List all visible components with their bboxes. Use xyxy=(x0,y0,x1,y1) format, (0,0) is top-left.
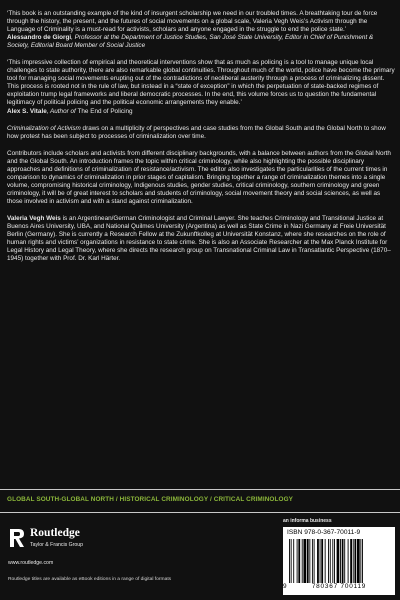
barcode-number: 780367 700119 xyxy=(311,583,367,590)
divider-top xyxy=(0,489,400,490)
routledge-logo-icon xyxy=(8,527,26,549)
editor-name: Valeria Vegh Weis xyxy=(7,214,61,222)
blurb-2-author: Alex S. Vitale xyxy=(7,107,47,115)
blurb-2-book-title: The End of Policing xyxy=(77,107,133,115)
publisher-name: Routledge xyxy=(30,527,80,539)
description-text: draws on a multiplicity of perspectives and case studies from the Global South and the Global North to show how protest has been subject to processes of criminalization over time. xyxy=(7,124,386,140)
blurb-2 xyxy=(7,59,395,115)
blurb-1-author: Alessandro de Giorgi xyxy=(7,34,72,42)
blurb-1-attribution xyxy=(7,34,373,49)
barcode-icon xyxy=(288,539,390,585)
ebook-footnote: Routledge titles are available as eBook editions in a range of digital formats xyxy=(8,577,172,582)
publisher-logo xyxy=(8,525,148,561)
publisher-website: www.routledge.com xyxy=(8,560,54,566)
publisher-group: Taylor & Francis Group xyxy=(30,542,84,548)
blurb-2-text: ‘This impressive collection of empirical and theoretical interventions show that as much as policing is a tool to manage unique local challenges to state authority, there are also remarkable global continuities. Throughout much of the world, police have become the primary tool for managing social movements erupting out of the contradictions of neoliberal austerity through a process of criminalizing dissent. This process is rooted not in the rule of law, but instead in a “state of exception” in which the perpetuation of state-backed regimes of exploitation trump legal frameworks and liberal democratic processes. In the end, this volume forces us to question the fundamental legitimacy of political policing and the political economic arrangements they enable.’ xyxy=(7,59,395,107)
description xyxy=(7,125,395,141)
blurb-1 xyxy=(7,10,395,50)
barcode-first-digit: 9 xyxy=(283,583,288,590)
blurb-2-affiliation-prefix: , Author of xyxy=(46,107,78,115)
subject-categories: GLOBAL SOUTH-GLOBAL NORTH / HISTORICAL CRIMINOLOGY / CRITICAL CRIMINOLOGY xyxy=(7,496,294,503)
description-book-title: Criminalization of Activism xyxy=(7,124,81,132)
back-cover-text xyxy=(7,10,395,272)
isbn-barcode-panel xyxy=(283,527,395,595)
editor-bio xyxy=(7,215,395,263)
editor-bio-text: is an Argentinean/German Criminologist and Criminal Lawyer. She teaches Criminology and Transitional Justice at Buenos Aires University, UBA, and National Quilmes University (Argentina) as well as State Crime in Nazi Germany at Freie Universität Berlin (Germany). She is currently a Research Fellow at the Zukunftkolleg at Universität Konstanz, where she researches on the role of human rights and victims’ organizations in resistance to state crime. She is also an Associate Researcher at the Max Planck Institute for Legal History and Legal Theory, where she directs the research group on Transnational Criminal Law in Transatlantic Perspective (1870–1945) together with Prof. Dr. Karl Härter. xyxy=(7,214,391,263)
informa-business-label: an informa business xyxy=(283,518,332,524)
contributors-paragraph: Contributors include scholars and activists from different disciplinary backgrounds, with a balance between authors from the Global North and the Global South. An introduction frames the topic within critical criminology, while also highlighting the possible disciplinary approaches and definitions of criminalization of resistance/activism. The editor also investigates the particularities of the current times in comparison to dynamics of criminalization in prior stages of capitalism. Bringing together a range of criminalization themes into a single volume, compromising historical criminology, Indigenous studies, gender studies, critical criminology, southern criminology and green criminology, it will be of great interest to scholars and students of criminology, social movement theory and social sciences, as well as those involved in activism and with a stand against criminalization. xyxy=(7,149,391,205)
isbn-label: ISBN 978-0-367-70011-9 xyxy=(287,529,361,536)
blurb-1-text: ‘This book is an outstanding example of the kind of insurgent scholarship we need in our troubled times. A breathtaking tour de force through the history, the present, and the futures of social movements on a global scale, Valeria Vegh Weis’s Activism through the Language of Criminality is a must-read for activists, scholars and anyone engaged in the struggle to end the police state.’ xyxy=(7,10,378,34)
barcode-digits xyxy=(283,583,395,590)
divider-bottom xyxy=(0,512,400,513)
blurb-1-affiliation: , Professor at the Department of Justice Studies, San José State University, Editor in Chief of Punishment & Society, Editorial Board Member of Social Justice xyxy=(7,34,374,50)
